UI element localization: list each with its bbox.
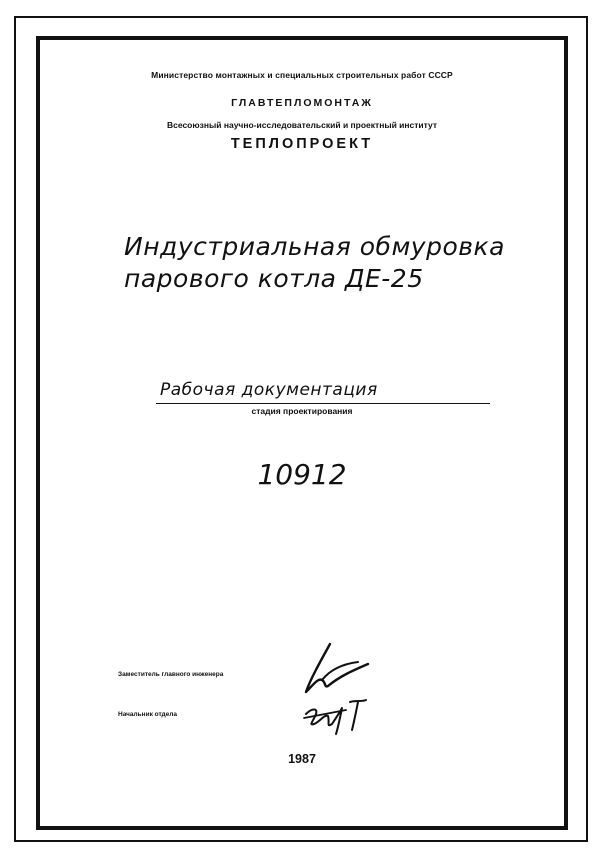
documentation-underline bbox=[156, 403, 490, 404]
signature-role-department-head: Начальник отдела bbox=[118, 711, 178, 718]
document-number: 10912 bbox=[257, 458, 347, 491]
document-title-line-2: парового котла ДЕ-25 bbox=[124, 264, 424, 293]
ministry-name: Министерство монтажных и специальных строительных работ СССР bbox=[151, 70, 453, 80]
institute-description: Всесоюзный научно-исследовательский и проектный институт bbox=[166, 120, 438, 130]
handwritten-signature-icon bbox=[296, 640, 376, 696]
handwritten-signature-icon bbox=[300, 696, 380, 736]
signature-role-deputy-chief-engineer: Заместитель главного инженера bbox=[118, 671, 224, 678]
design-stage-caption: стадия проектирования bbox=[251, 406, 353, 416]
institute-name: ТЕПЛОПРОЕКТ bbox=[230, 136, 374, 152]
organization-name: ГЛАВТЕПЛОМОНТАЖ bbox=[231, 97, 373, 109]
publication-year: 1987 bbox=[288, 752, 316, 766]
document-title-line-1: Индустриальная обмуровка bbox=[124, 232, 505, 261]
documentation-type: Рабочая документация bbox=[160, 380, 378, 400]
